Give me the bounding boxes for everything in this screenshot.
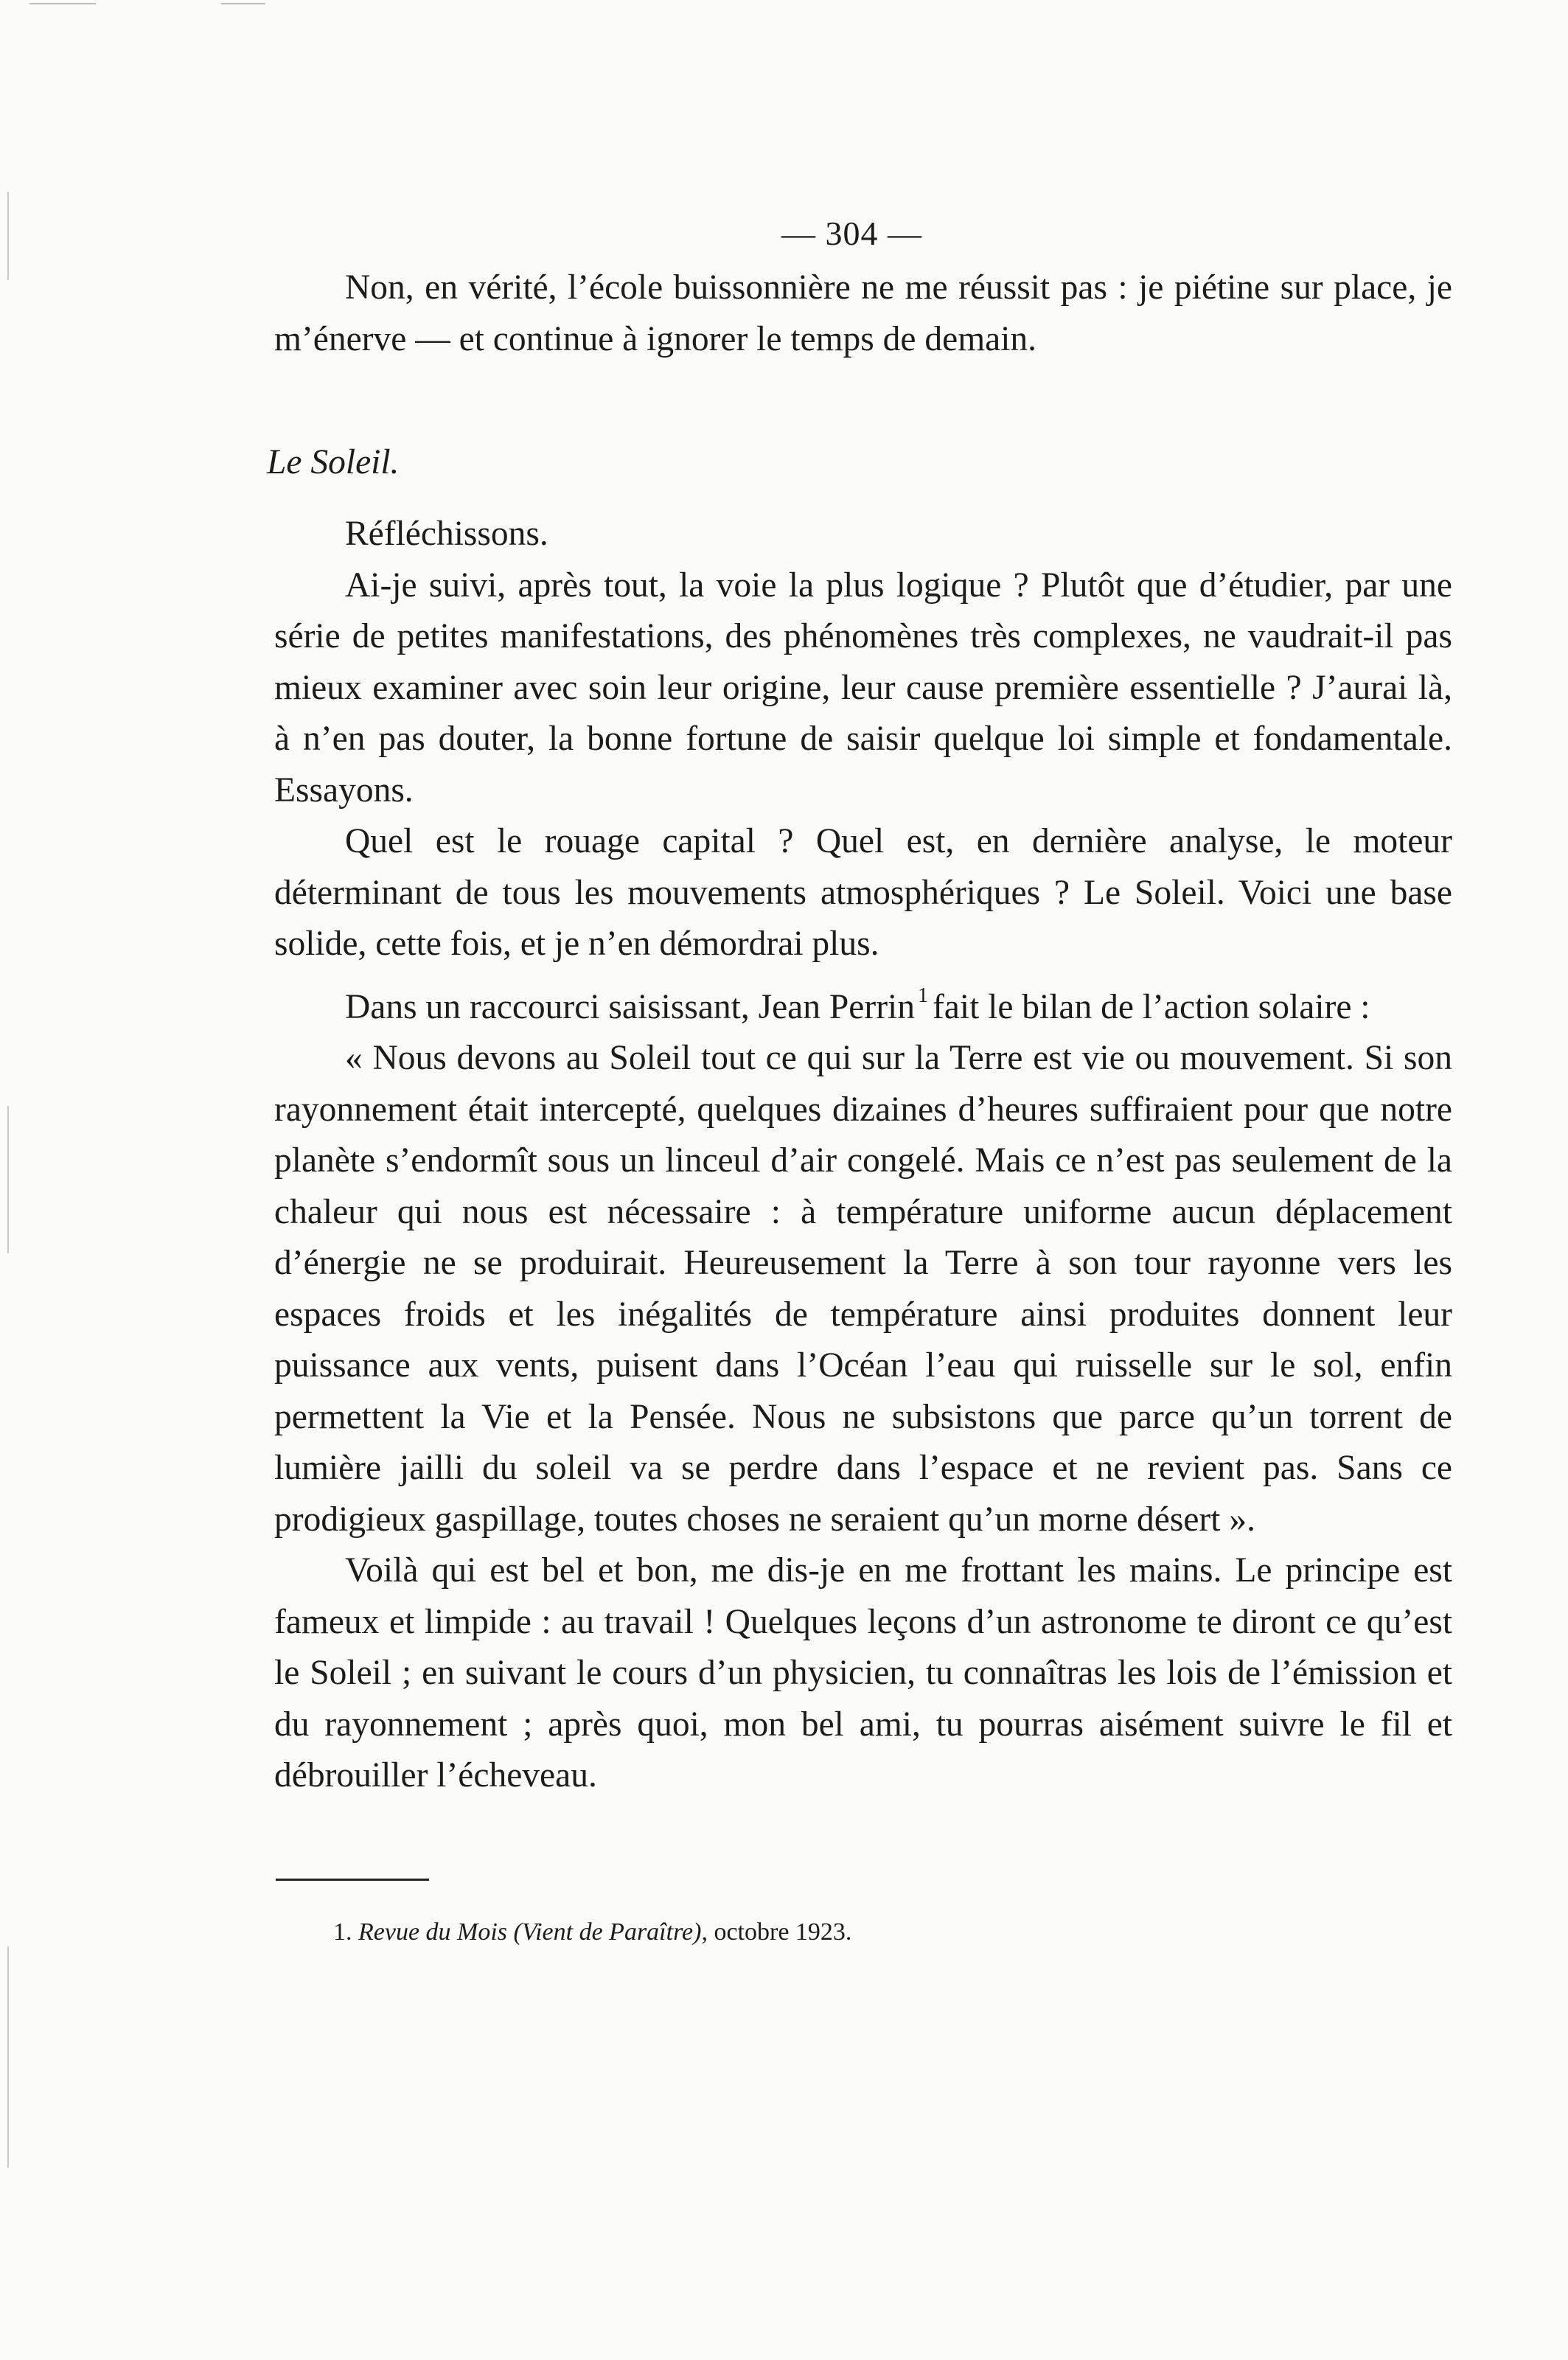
closing-paragraph: Voilà qui est bel et bon, me dis-je en me frottant les mains. Le principe est fameux et limpide : au travail ! Quelques leçons d’un astronome te diront ce qu’est le Soleil ; en suivant le cours d’un physicien, tu connaîtras les lois de l’émission et du rayonnement ; après quoi, mon bel ami, tu pourras aisément suivre le fil et débrouiller l’écheveau. (274, 1551, 1452, 1795)
footnote (333, 1918, 851, 1946)
footnote-rule (276, 1879, 429, 1881)
perrin-intro-text: Dans un raccourci saisissant, Jean Perrin (345, 987, 915, 1026)
body-text (274, 509, 1452, 1802)
footnote-reference: 1 (917, 984, 928, 1007)
footnote-source: Revue du Mois (Vient de Paraître), (358, 1918, 708, 1946)
paragraph: Ai-je suivi, après tout, la voie la plus logique ? Plutôt que d’étudier, par une série de petites manifestations, des phénomènes très complexes, ne vaudrait-il pas mieux examiner avec soin leur origine, leur cause première essentielle ? J’aurai là, à n’en pas douter, la bonne fortune de saisir quelque loi simple et fondamentale. Essayons. (274, 565, 1452, 810)
paragraph: Non, en vérité, l’école buissonnière ne me réussit pas : je piétine sur place, je m’énerve — et continue à ignorer le temps de demain. (274, 268, 1452, 358)
scan-mark (7, 1106, 9, 1253)
footnote-date: octobre 1923. (714, 1918, 852, 1946)
paragraph: Réfléchissons. (345, 515, 548, 553)
scan-mark (7, 192, 9, 280)
page-number: — 304 — (781, 215, 922, 252)
scan-mark (29, 3, 96, 4)
perrin-intro-paragraph (274, 970, 1452, 1034)
scan-mark (7, 1946, 9, 2168)
section-title: Le Soleil. (267, 443, 400, 481)
scan-mark (221, 3, 265, 4)
footnote-number: 1. (333, 1918, 352, 1946)
opening-paragraph (274, 262, 1452, 365)
paragraph: Quel est le rouage capital ? Quel est, en dernière analyse, le moteur déterminant de tous les mouvements atmosphériques ? Le Soleil. Voici une base solide, cette fois, et je n’en démordrai plus. (274, 822, 1452, 963)
perrin-intro-text-continued: fait le bilan de l’action solaire : (932, 987, 1370, 1026)
perrin-quote: « Nous devons au Soleil tout ce qui sur la Terre est vie ou mouvement. Si son rayonnement était intercepté, quelques dizaines d’heures suffiraient pour que notre planète s’endormît sous un linceul d’air congelé. Mais ce n’est pas seulement de la chaleur qui nous est nécessaire : à température uniforme aucun déplacement d’énergie ne se produirait. Heureusement la Terre à son tour rayonne vers les espaces froids et les inégalités de température ainsi produites donnent leur puissance aux vents, puisent dans l’Océan l’eau qui ruisselle sur le sol, enfin permettent la Vie et la Pensée. Nous ne subsistons que parce qu’un torrent de lumière jailli du soleil va se perdre dans l’espace et ne revient pas. Sans ce prodigieux gaspillage, toutes choses ne seraient qu’un morne désert ». (274, 1039, 1452, 1539)
